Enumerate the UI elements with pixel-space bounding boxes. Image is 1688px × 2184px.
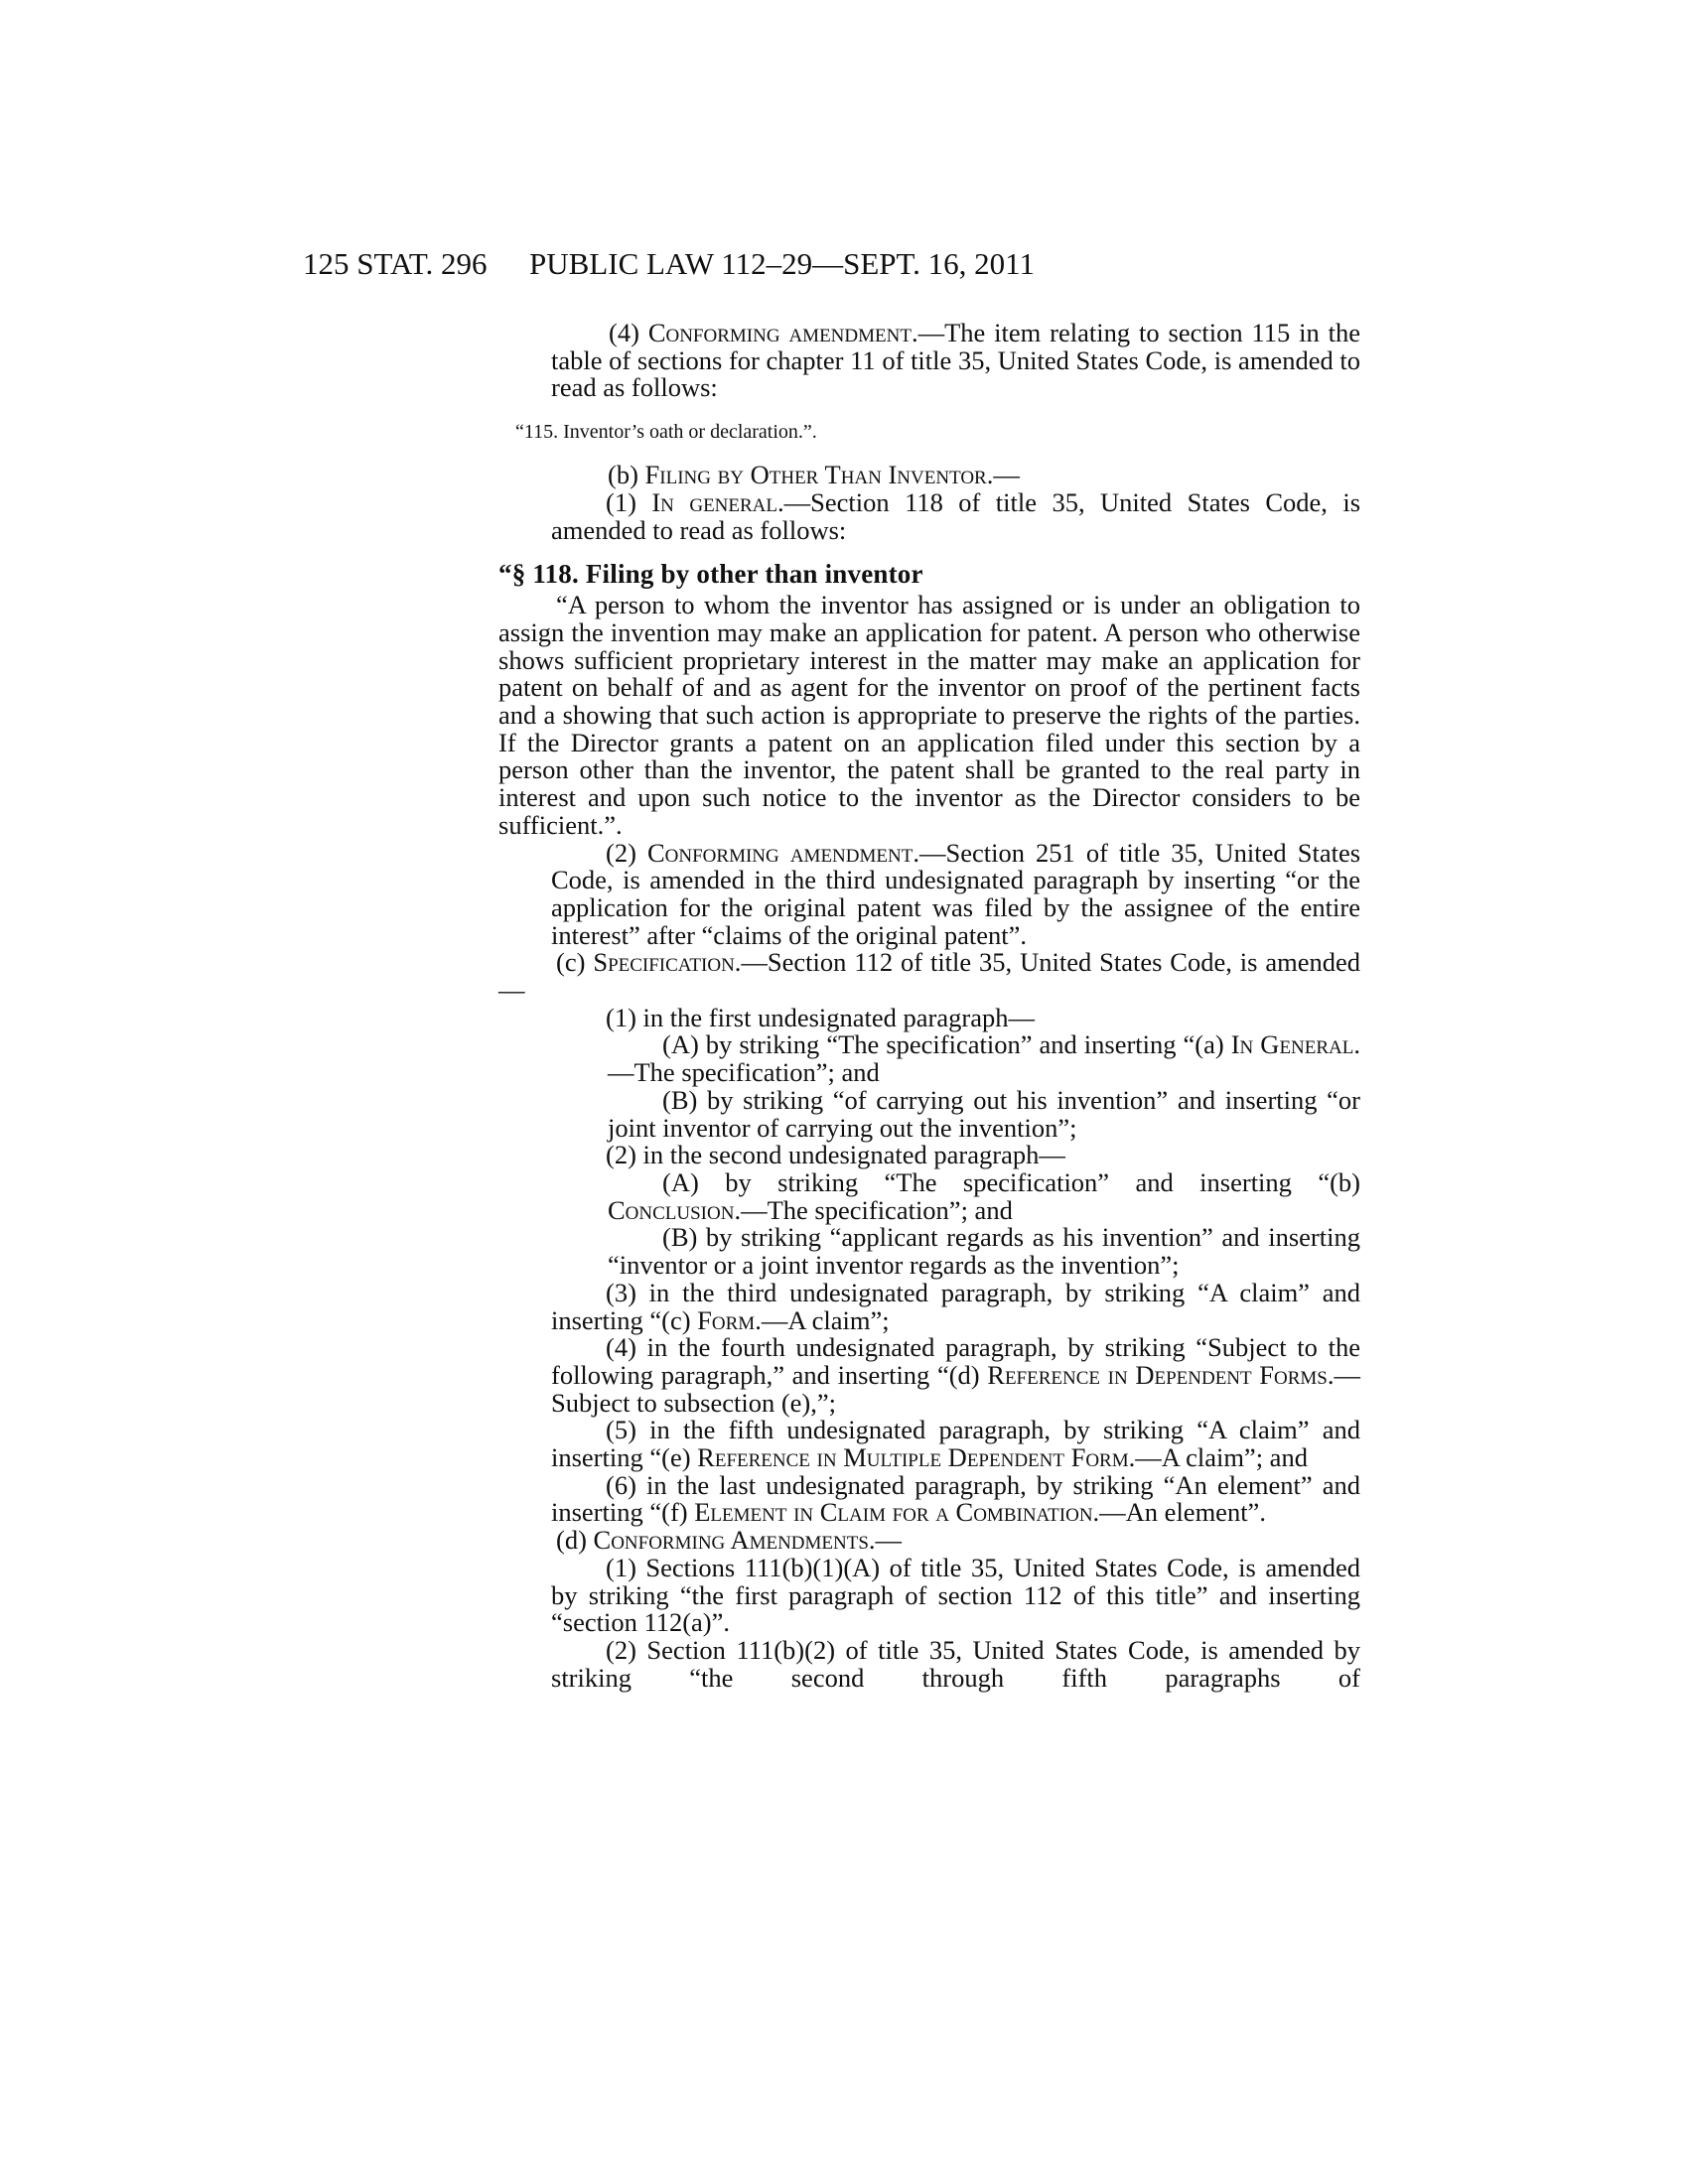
paragraph-conforming-amendment-2: (2) Conforming amendment.—Section 251 of title 35, United States Code, is amended in the third undesignated paragraph by inserting “or the application for the original patent was filed by the assignee of the entire interest” after “claims of the original patent”.	[551, 837, 1361, 950]
paragraph-filing-by-other: (b) Filing by Other Than Inventor.—	[608, 460, 1020, 490]
paragraph-conforming-amendments-d: (d) Conforming Amendments.—	[556, 1525, 903, 1556]
document-body	[0, 320, 1688, 1692]
paragraph-d2: (2) Section 111(b)(2) of title 35, United States Code, is amended by striking “the second through fifth paragraphs of	[551, 1634, 1360, 1693]
paragraph-fifth-undesignated: (5) in the fifth undesignated paragraph, by striking “A claim” and inserting “(e) Reference in Multiple Dependent Form.—A claim”; and	[551, 1415, 1360, 1473]
paragraph-in-general: (1) In general.—Section 118 of title 35, United States Code, is amended to read as follows:	[551, 486, 1361, 545]
section-heading: “§ 118. Filing by other than inventor	[498, 559, 923, 590]
paragraph-1b: (B) by striking “of carrying out his invention” and inserting “or joint inventor of carrying out the invention”;	[608, 1084, 1360, 1143]
paragraph-last-undesignated: (6) in the last undesignated paragraph, by striking “An element” and inserting “(f) Element in Claim for a Combination.—An element”.	[551, 1469, 1360, 1528]
paragraph-fourth-undesignated: (4) in the fourth undesignated paragraph, by striking “Subject to the following paragraph,” and inserting “(d) Reference in Dependent Forms.—Subject to subsection (e),”;	[551, 1332, 1360, 1418]
paragraph-2a: (A) by striking “The specification” and inserting “(b) Conclusion.—The specification”; and	[608, 1166, 1360, 1225]
paragraph-first-undesignated: (1) in the first undesignated paragraph—	[606, 1002, 1035, 1032]
paragraph-section-118-text: “A person to whom the inventor has assigned or is under an obligation to assign the invention may make an application for patent. A person who otherwise shows sufficient proprietary interest in the matter may make an application for patent on behalf of and as agent for the inventor on proof of the pertinent facts and a showing that such action is appropriate to preserve the rights of the parties. If the Director grants a patent on an application filed under this section by a person other than the inventor, the patent shall be granted to the real party in interest and upon such notice to the inventor as the Director considers to be sufficient.”.	[498, 590, 1360, 840]
paragraph-third-undesignated: (3) in the third undesignated paragraph, by striking “A claim” and inserting “(c) Form.—A claim”;	[551, 1277, 1360, 1335]
table-of-sections-item: “115. Inventor’s oath or declaration.”.	[515, 421, 817, 444]
paragraph-2b: (B) by striking “applicant regards as his invention” and inserting “inventor or a joint inventor regards as the invention”;	[608, 1222, 1360, 1281]
paragraph-specification: (c) Specification.—Section 112 of title 35, United States Code, is amended—	[498, 947, 1360, 1006]
paragraph-1a: (A) by striking “The specification” and inserting “(a) In General.—The specification”; and	[608, 1029, 1360, 1088]
public-law-title: PUBLIC LAW 112–29—SEPT. 16, 2011	[529, 246, 1036, 281]
statute-page-number: 125 STAT. 296	[303, 246, 488, 281]
paragraph-d1: (1) Sections 111(b)(1)(A) of title 35, United States Code, is amended by striking “the first paragraph of section 112 of this title” and inserting “section 112(a)”.	[551, 1552, 1360, 1638]
paragraph-conforming-amendment-4: (4) Conforming amendment.—The item relating to section 115 in the table of sections for chapter 11 of title 35, United States Code, is amended to read as follows:	[551, 318, 1361, 403]
paragraph-second-undesignated: (2) in the second undesignated paragraph—	[606, 1140, 1065, 1170]
page-header	[0, 246, 1688, 286]
